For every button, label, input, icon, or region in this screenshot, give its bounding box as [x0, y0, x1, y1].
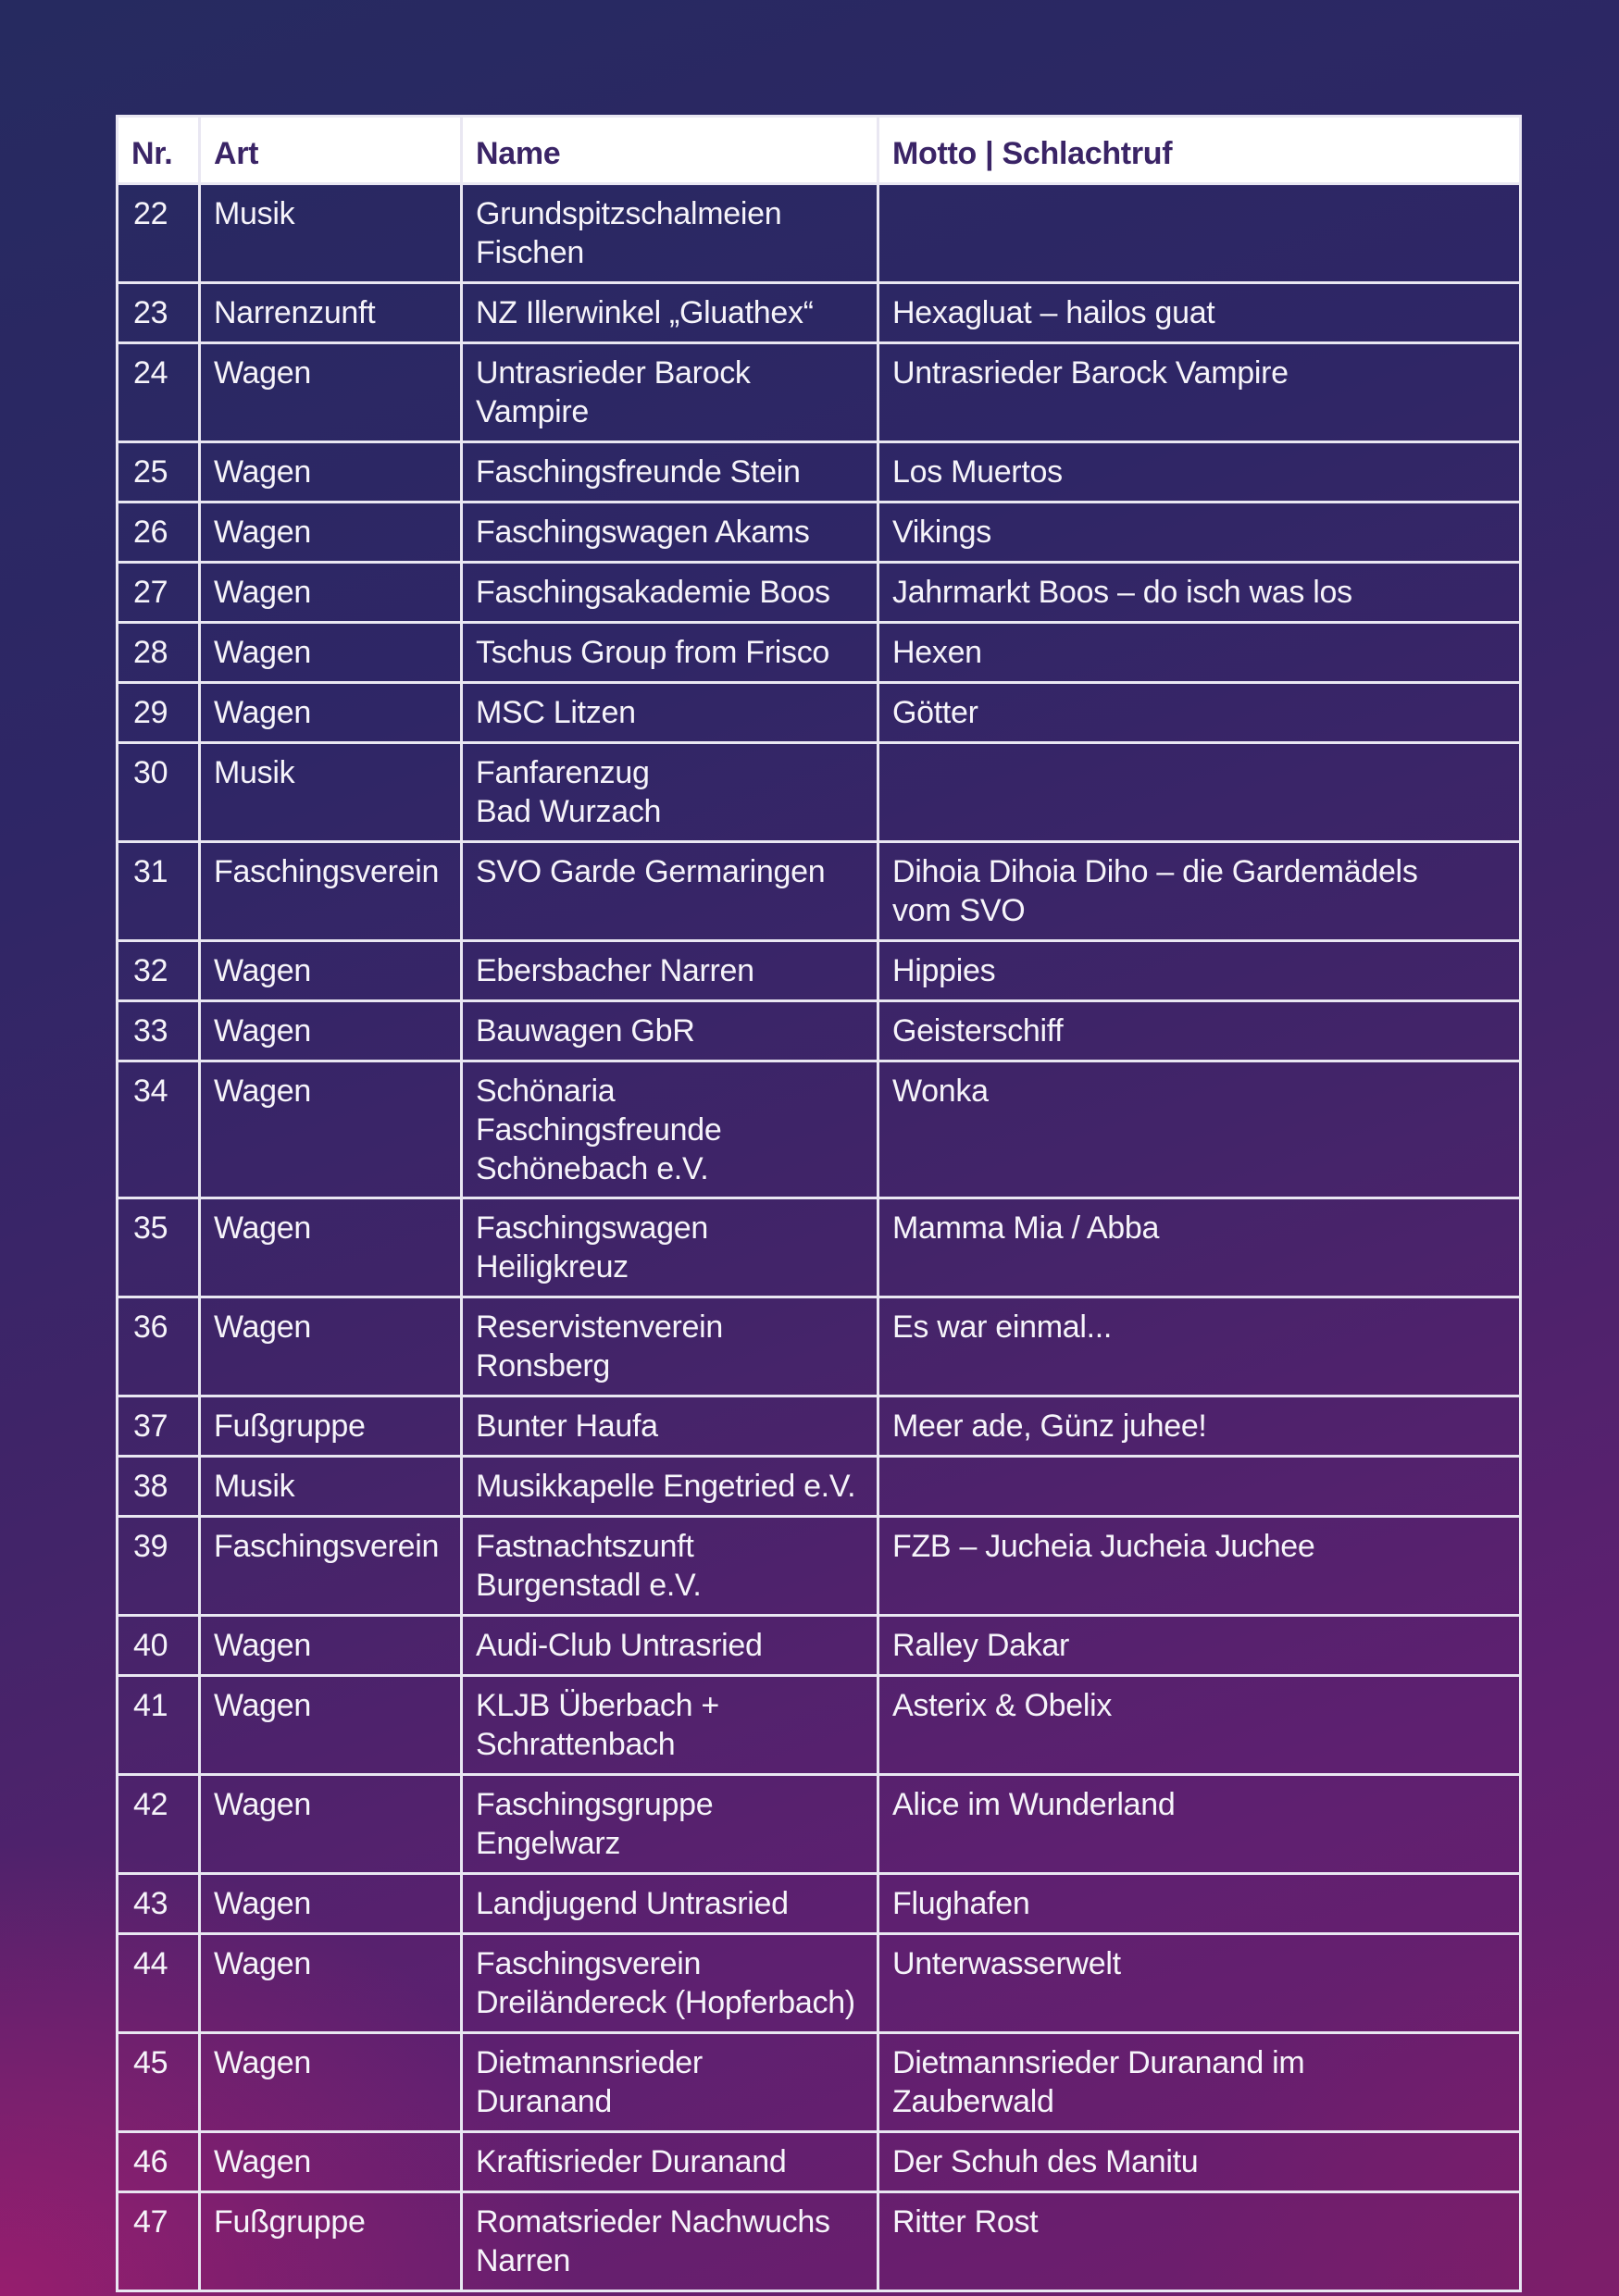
cell-nr: 25 [118, 442, 200, 503]
table-row [118, 941, 1521, 1001]
table-row [118, 442, 1521, 503]
cell-name: Untrasrieder Barock Vampire [462, 343, 878, 442]
cell-motto: Hexagluat – hailos guat [878, 283, 1521, 343]
cell-name: Grundspitzschalmeien Fischen [462, 184, 878, 283]
cell-motto: Ralley Dakar [878, 1616, 1521, 1676]
cell-name: Faschingswagen Akams [462, 503, 878, 563]
cell-name: Kraftisrieder Duranand [462, 2132, 878, 2192]
cell-name: Faschingsverein Dreiländereck (Hopferbach) [462, 1934, 878, 2033]
header-row [118, 117, 1521, 184]
cell-art: Wagen [200, 941, 462, 1001]
cell-nr: 47 [118, 2192, 200, 2291]
cell-name: Ebersbacher Narren [462, 941, 878, 1001]
cell-nr: 29 [118, 683, 200, 743]
cell-art: Wagen [200, 1874, 462, 1934]
cell-art: Wagen [200, 503, 462, 563]
table-header [118, 117, 1521, 184]
cell-motto: Asterix & Obelix [878, 1676, 1521, 1775]
cell-nr: 44 [118, 1934, 200, 2033]
cell-name: KLJB Überbach + Schrattenbach [462, 1676, 878, 1775]
cell-nr: 46 [118, 2132, 200, 2192]
parade-table-page [116, 115, 1519, 2292]
cell-art: Musik [200, 1457, 462, 1517]
cell-motto: FZB – Jucheia Jucheia Juchee [878, 1517, 1521, 1616]
cell-motto: Wonka [878, 1061, 1521, 1198]
cell-motto: Dihoia Dihoia Diho – die Gardemädels vom SVO [878, 842, 1521, 941]
cell-nr: 38 [118, 1457, 200, 1517]
cell-nr: 32 [118, 941, 200, 1001]
table-row [118, 1061, 1521, 1198]
cell-name: SVO Garde Germaringen [462, 842, 878, 941]
cell-art: Wagen [200, 343, 462, 442]
table-body [118, 184, 1521, 2291]
table-row [118, 563, 1521, 623]
table-row [118, 1198, 1521, 1297]
header-nr: Nr. [118, 117, 200, 184]
cell-nr: 33 [118, 1001, 200, 1061]
table-row [118, 1676, 1521, 1775]
table-row [118, 842, 1521, 941]
cell-name: Audi-Club Untrasried [462, 1616, 878, 1676]
table-row [118, 503, 1521, 563]
cell-art: Wagen [200, 1775, 462, 1874]
cell-motto: Alice im Wunderland [878, 1775, 1521, 1874]
table-row [118, 1517, 1521, 1616]
table-row [118, 623, 1521, 683]
cell-nr: 30 [118, 743, 200, 842]
cell-art: Wagen [200, 683, 462, 743]
table-row [118, 683, 1521, 743]
cell-name: Landjugend Untrasried [462, 1874, 878, 1934]
cell-name: Faschingsfreunde Stein [462, 442, 878, 503]
cell-art: Wagen [200, 1616, 462, 1676]
cell-art: Wagen [200, 623, 462, 683]
cell-art: Musik [200, 184, 462, 283]
cell-art: Wagen [200, 1001, 462, 1061]
cell-nr: 31 [118, 842, 200, 941]
cell-motto: Untrasrieder Barock Vampire [878, 343, 1521, 442]
cell-motto: Flughafen [878, 1874, 1521, 1934]
cell-name: Bunter Haufa [462, 1396, 878, 1457]
cell-nr: 45 [118, 2033, 200, 2132]
cell-art: Wagen [200, 1934, 462, 2033]
cell-name: Dietmannsrieder Duranand [462, 2033, 878, 2132]
cell-nr: 36 [118, 1297, 200, 1396]
cell-nr: 23 [118, 283, 200, 343]
cell-art: Musik [200, 743, 462, 842]
cell-art: Wagen [200, 1198, 462, 1297]
cell-motto [878, 184, 1521, 283]
cell-motto: Unterwasserwelt [878, 1934, 1521, 2033]
table-row [118, 1396, 1521, 1457]
cell-motto: Mamma Mia / Abba [878, 1198, 1521, 1297]
table-row [118, 743, 1521, 842]
cell-name: Bauwagen GbR [462, 1001, 878, 1061]
cell-motto: Ritter Rost [878, 2192, 1521, 2291]
cell-motto: Vikings [878, 503, 1521, 563]
cell-motto: Hippies [878, 941, 1521, 1001]
table-row [118, 184, 1521, 283]
header-art: Art [200, 117, 462, 184]
cell-motto: Götter [878, 683, 1521, 743]
cell-motto [878, 743, 1521, 842]
table-row [118, 343, 1521, 442]
cell-nr: 24 [118, 343, 200, 442]
cell-motto: Der Schuh des Manitu [878, 2132, 1521, 2192]
table-row [118, 283, 1521, 343]
cell-nr: 37 [118, 1396, 200, 1457]
cell-art: Wagen [200, 2132, 462, 2192]
cell-name: Faschingswagen Heiligkreuz [462, 1198, 878, 1297]
cell-name: Schönaria Faschingsfreunde Schönebach e.V. [462, 1061, 878, 1198]
table-row [118, 1616, 1521, 1676]
header-motto: Motto | Schlachtruf [878, 117, 1521, 184]
parade-lineup-table [116, 115, 1522, 2292]
cell-name: Faschingsgruppe Engelwarz [462, 1775, 878, 1874]
cell-art: Narrenzunft [200, 283, 462, 343]
cell-nr: 41 [118, 1676, 200, 1775]
cell-nr: 27 [118, 563, 200, 623]
cell-nr: 39 [118, 1517, 200, 1616]
cell-art: Wagen [200, 563, 462, 623]
cell-art: Wagen [200, 1676, 462, 1775]
table-row [118, 1775, 1521, 1874]
cell-motto: Es war einmal... [878, 1297, 1521, 1396]
cell-motto: Los Muertos [878, 442, 1521, 503]
cell-nr: 34 [118, 1061, 200, 1198]
cell-art: Wagen [200, 1297, 462, 1396]
cell-nr: 43 [118, 1874, 200, 1934]
table-row [118, 2192, 1521, 2291]
table-row [118, 1457, 1521, 1517]
cell-art: Wagen [200, 1061, 462, 1198]
cell-name: Reservistenverein Ronsberg [462, 1297, 878, 1396]
table-row [118, 2033, 1521, 2132]
cell-nr: 26 [118, 503, 200, 563]
cell-art: Fußgruppe [200, 1396, 462, 1457]
cell-motto: Dietmannsrieder Duranand im Zauberwald [878, 2033, 1521, 2132]
table-row [118, 1001, 1521, 1061]
cell-nr: 28 [118, 623, 200, 683]
cell-art: Faschingsverein [200, 1517, 462, 1616]
cell-nr: 42 [118, 1775, 200, 1874]
cell-name: Fastnachtszunft Burgenstadl e.V. [462, 1517, 878, 1616]
cell-motto: Meer ade, Günz juhee! [878, 1396, 1521, 1457]
cell-motto [878, 1457, 1521, 1517]
cell-name: Fanfarenzug Bad Wurzach [462, 743, 878, 842]
cell-motto: Hexen [878, 623, 1521, 683]
cell-motto: Geisterschiff [878, 1001, 1521, 1061]
cell-name: Tschus Group from Frisco [462, 623, 878, 683]
header-name: Name [462, 117, 878, 184]
cell-nr: 35 [118, 1198, 200, 1297]
table-row [118, 1297, 1521, 1396]
cell-nr: 40 [118, 1616, 200, 1676]
cell-nr: 22 [118, 184, 200, 283]
cell-name: Faschingsakademie Boos [462, 563, 878, 623]
cell-name: MSC Litzen [462, 683, 878, 743]
cell-art: Faschingsverein [200, 842, 462, 941]
cell-art: Wagen [200, 442, 462, 503]
cell-motto: Jahrmarkt Boos – do isch was los [878, 563, 1521, 623]
cell-art: Wagen [200, 2033, 462, 2132]
cell-name: Romatsrieder Nachwuchs Narren [462, 2192, 878, 2291]
cell-art: Fußgruppe [200, 2192, 462, 2291]
table-row [118, 1874, 1521, 1934]
table-row [118, 2132, 1521, 2192]
table-row [118, 1934, 1521, 2033]
cell-name: NZ Illerwinkel „Gluathex“ [462, 283, 878, 343]
cell-name: Musikkapelle Engetried e.V. [462, 1457, 878, 1517]
